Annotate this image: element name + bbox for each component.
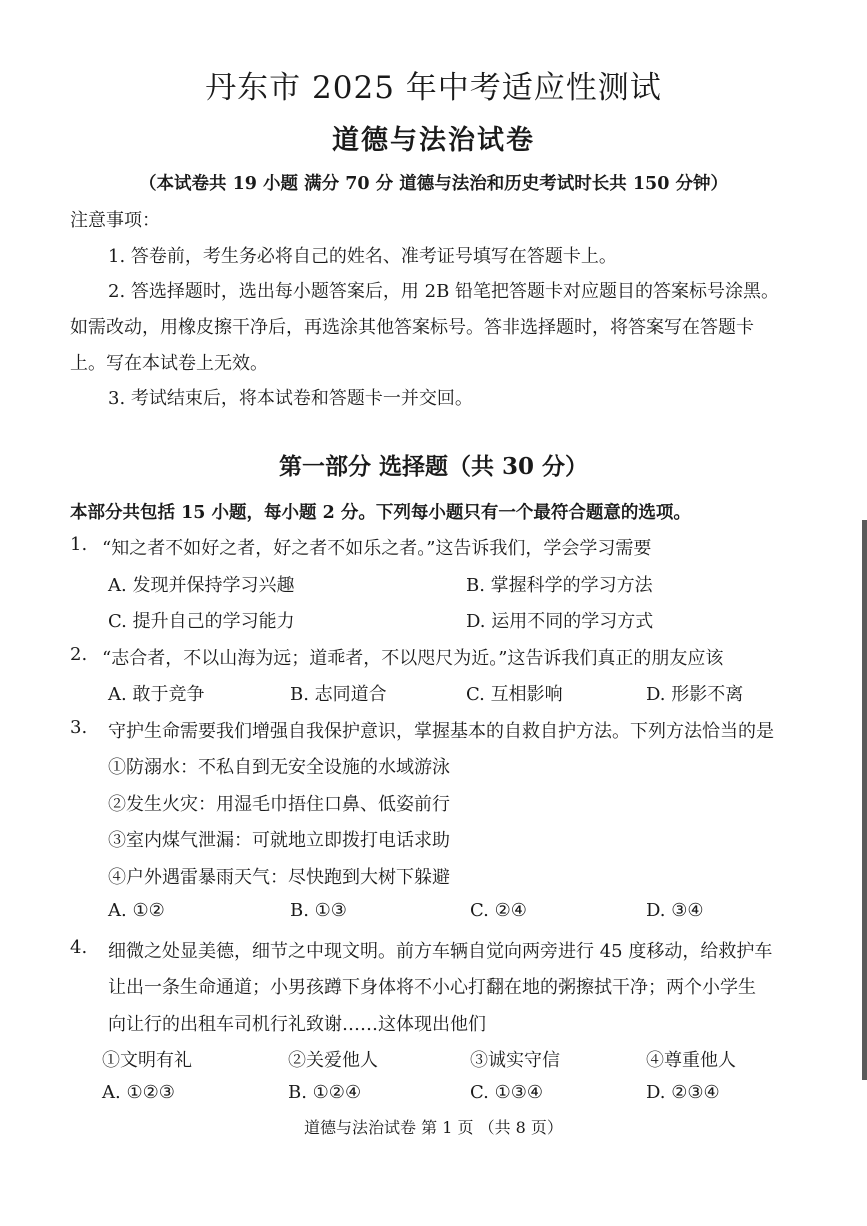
q3-number: 3. bbox=[70, 717, 88, 738]
exam-subject-title: 道德与法治试卷 bbox=[332, 125, 535, 156]
q1-number: 1. bbox=[70, 534, 88, 555]
q1-stem: “知之者不如好之者，好之者不如乐之者。”这告诉我们，学会学习需要 bbox=[102, 538, 652, 559]
q3-option-a: A. ①② bbox=[108, 900, 165, 921]
q1-option-c: C. 提升自己的学习能力 bbox=[108, 611, 295, 632]
q1-option-a: A. 发现并保持学习兴趣 bbox=[108, 575, 295, 596]
q2-number: 2. bbox=[70, 644, 88, 665]
section-title: 第一部分 选择题（共 30 分） bbox=[278, 453, 589, 480]
page-footer: 道德与法治试卷 第 1 页 （共 8 页） bbox=[304, 1118, 563, 1137]
q3-statement-1: ①防溺水：不私自到无安全设施的水域游泳 bbox=[108, 757, 450, 778]
q4-stem-line3: 向让行的出租车司机行礼致谢……这体现出他们 bbox=[108, 1014, 486, 1035]
notice-item-2-line3: 上。写在本试卷上无效。 bbox=[70, 353, 268, 374]
q4-statement-1: ①文明有礼 bbox=[102, 1050, 192, 1071]
q2-option-c: C. 互相影响 bbox=[466, 684, 563, 705]
exam-title: 丹东市 2025 年中考适应性测试 bbox=[205, 70, 662, 106]
q3-option-c: C. ②④ bbox=[470, 900, 527, 921]
q4-stem-line2: 让出一条生命通道；小男孩蹲下身体将不小心打翻在地的粥擦拭干净；两个小学生 bbox=[108, 977, 756, 998]
q4-option-c: C. ①③④ bbox=[470, 1082, 543, 1103]
notice-item-3: 3. 考试结束后，将本试卷和答题卡一并交回。 bbox=[108, 388, 473, 409]
q2-stem: “志合者，不以山海为远；道乖者，不以咫尺为近。”这告诉我们真正的朋友应该 bbox=[102, 648, 724, 669]
q4-statement-2: ②关爱他人 bbox=[288, 1050, 378, 1071]
q1-option-b: B. 掌握科学的学习方法 bbox=[466, 575, 653, 596]
notice-item-2-line2: 如需改动，用橡皮擦干净后，再选涂其他答案标号。答非选择题时，将答案写在答题卡 bbox=[70, 317, 754, 338]
notice-heading: 注意事项： bbox=[70, 210, 160, 231]
q2-option-a: A. 敢于竞争 bbox=[108, 684, 205, 705]
q3-option-d: D. ③④ bbox=[646, 900, 704, 921]
q4-number: 4. bbox=[70, 937, 88, 958]
exam-info: （本试卷共 19 小题 满分 70 分 道德与法治和历史考试时长共 150 分钟） bbox=[139, 174, 728, 194]
q2-option-d: D. 形影不离 bbox=[646, 684, 744, 705]
q1-option-d: D. 运用不同的学习方式 bbox=[466, 611, 654, 632]
q3-statement-2: ②发生火灾：用湿毛巾捂住口鼻、低姿前行 bbox=[108, 794, 450, 815]
q2-option-b: B. 志同道合 bbox=[290, 684, 387, 705]
q4-statement-3: ③诚实守信 bbox=[470, 1050, 560, 1071]
notice-item-2-line1: 2. 答选择题时，选出每小题答案后，用 2B 铅笔把答题卡对应题目的答案标号涂黑。 bbox=[108, 281, 780, 302]
q3-statement-3: ③室内煤气泄漏：可就地立即拨打电话求助 bbox=[108, 830, 450, 851]
notice-item-1: 1. 答卷前，考生务必将自己的姓名、准考证号填写在答题卡上。 bbox=[108, 246, 617, 267]
scan-edge-shadow bbox=[862, 520, 867, 1080]
q3-option-b: B. ①③ bbox=[290, 900, 347, 921]
section-intro: 本部分共包括 15 小题，每小题 2 分。下列每小题只有一个最符合题意的选项。 bbox=[70, 503, 691, 523]
q4-option-d: D. ②③④ bbox=[646, 1082, 720, 1103]
q3-stem: 守护生命需要我们增强自我保护意识，掌握基本的自救自护方法。下列方法恰当的是 bbox=[108, 721, 774, 742]
q3-statement-4: ④户外遇雷暴雨天气：尽快跑到大树下躲避 bbox=[108, 867, 450, 888]
q4-stem-line1: 细微之处显美德，细节之中现文明。前方车辆自觉向两旁进行 45 度移动，给救护车 bbox=[108, 941, 773, 962]
q4-option-b: B. ①②④ bbox=[288, 1082, 362, 1103]
q4-option-a: A. ①②③ bbox=[102, 1082, 175, 1103]
q4-statement-4: ④尊重他人 bbox=[646, 1050, 736, 1071]
